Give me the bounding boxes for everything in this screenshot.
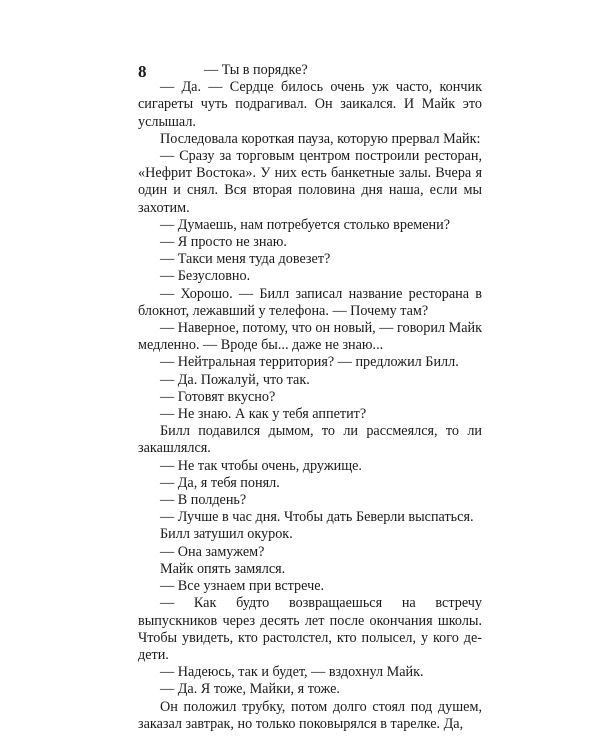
paragraph: — Все узнаем при встрече. [160,578,325,595]
paragraph: — Как будто возвращаешься на встречу выпускников через десять лет после окончания школы. Чтобы увидеть, кто растолстел, кто полысел, у кого де-дети. [138,595,482,663]
paragraph: Билл затушил окурок. [160,526,293,543]
page-number: 8 [138,62,147,81]
paragraph: — Наверное, потому, что он новый, — говорил Майк медленно. — Вроде бы... даже не знаю... [138,320,482,354]
paragraph: — Думаешь, нам потребуется столько времени? [160,216,451,233]
paragraph: — Хорошо. — Билл записал название ресторана в блокнот, лежавший у телефона. — Почему там? [138,285,482,319]
paragraph: Последовала короткая пауза, которую прервал Майк: [160,130,481,147]
paragraph: — Надеюсь, так и будет, — вздохнул Майк. [160,664,424,681]
paragraph: — Нейтральная территория? — предложил Билл. [160,354,459,371]
paragraph: — Да. Пожалуй, что так. [160,371,310,388]
paragraph: Билл подавился дымом, то ли рассмеялся, то ли закашлялся. [138,423,482,457]
page-body [138,62,482,733]
paragraph: — Я просто не знаю. [160,234,287,251]
paragraph: — В полдень? [160,492,247,509]
paragraph: — Лучше в час дня. Чтобы дать Беверли выспаться. [160,509,474,526]
paragraph: — Она замужем? [160,543,265,560]
paragraph: — Не знаю. А как у тебя аппетит? [160,406,367,423]
paragraph: — Ты в порядке? [204,62,308,78]
paragraph: — Такси меня туда довезет? [160,251,331,268]
paragraph: — Безусловно. [160,268,251,285]
paragraph: — Готовят вкусно? [160,388,276,405]
paragraph: Он положил трубку, потом долго стоял под душем, заказал завтрак, но только поковырялся в тарелке. Да, [138,698,482,732]
paragraph: — Да, я тебя понял. [160,474,280,491]
paragraph: — Сразу за торговым центром построили ресторан, «Нефрит Востока». У них есть банкетные залы. Вчера я один и снял. Вся вторая половина дня наша, если мы захотим. [138,148,482,216]
text-block [138,62,482,733]
paragraph: — Да. — Сердце билось очень уж часто, кончик сигареты чуть подрагивал. Он заикался. И Майк это услышал. [138,79,482,130]
paragraph: — Да. Я тоже, Майки, я тоже. [160,681,340,698]
paragraph: — Не так чтобы очень, дружище. [160,457,362,474]
paragraph: Майк опять замялся. [160,560,286,577]
